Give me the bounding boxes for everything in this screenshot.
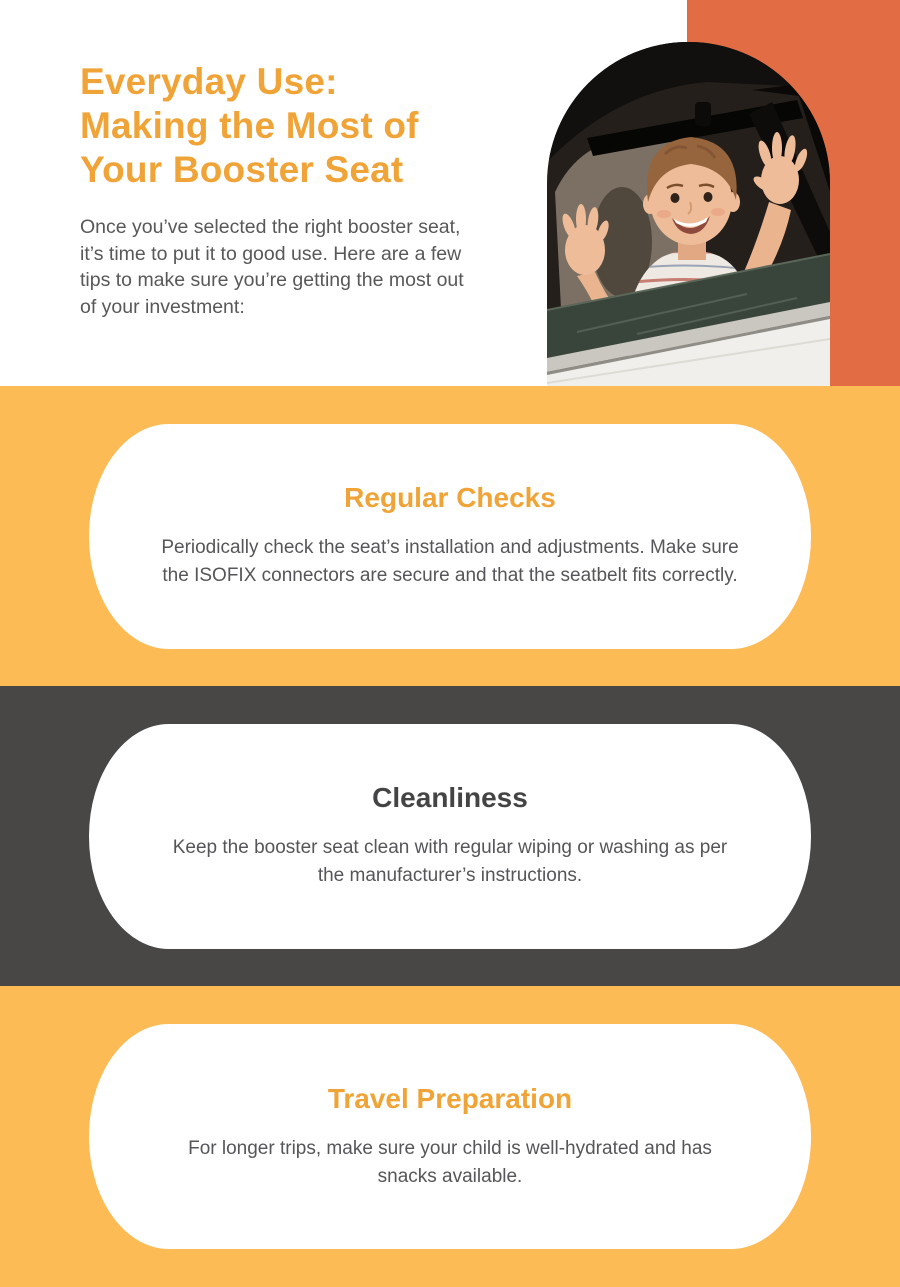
page-title-line-3: Your Booster Seat xyxy=(80,149,404,190)
card-travel-preparation xyxy=(89,1024,811,1249)
card-heading-regular-checks: Regular Checks xyxy=(344,482,556,513)
card-body-travel-preparation: For longer trips, make sure your child is well-hydrated and has snacks available. xyxy=(188,1137,712,1187)
page-title-line-2: Making the Most of xyxy=(80,105,419,146)
card-heading-cleanliness: Cleanliness xyxy=(372,782,528,813)
card-heading-travel-preparation: Travel Preparation xyxy=(327,1082,573,1114)
page-title-line-1: Everyday Use: xyxy=(80,61,338,102)
hero-section xyxy=(0,0,900,386)
card-cleanliness xyxy=(89,724,811,949)
section-regular-checks xyxy=(0,386,900,686)
card-body-regular-checks: Periodically check the seat’s installation and adjustments. Make sure the ISOFIX connectors are secure and that the seatbelt fits correctly. xyxy=(161,537,739,586)
card-regular-checks xyxy=(89,424,811,649)
child-photo-illustration xyxy=(547,42,830,386)
child-waving-from-car-photo xyxy=(547,42,830,386)
intro-paragraph: Once you’ve selected the right booster seat, it’s time to put it to good use. Here are a few tips to make sure you’re getting the most out of your investment: xyxy=(80,216,464,318)
section-cleanliness xyxy=(0,686,900,986)
card-body-cleanliness: Keep the booster seat clean with regular wiping or washing as per the manufacturer’s instructions. xyxy=(172,837,728,886)
page-title xyxy=(80,60,530,192)
section-travel-preparation xyxy=(0,986,900,1287)
hero-text-block xyxy=(80,60,530,320)
